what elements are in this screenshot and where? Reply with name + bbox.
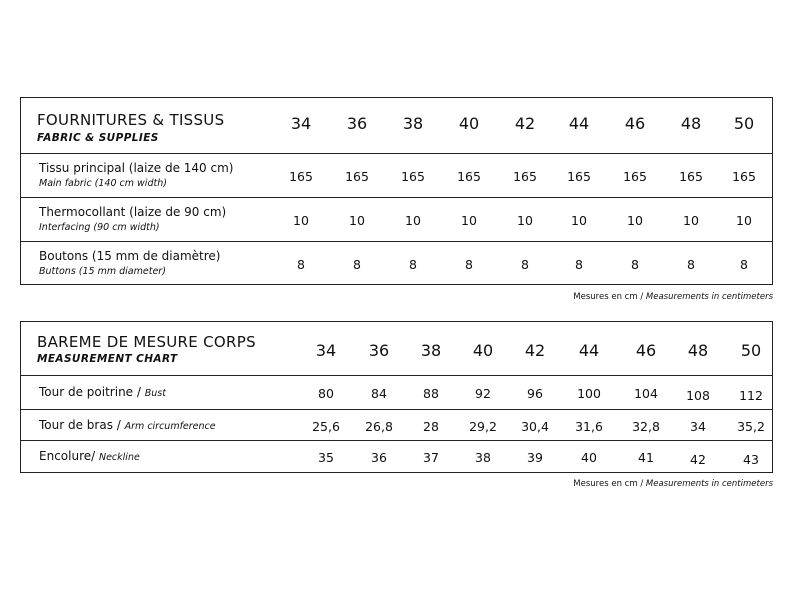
value-cell: 88 — [423, 386, 439, 401]
value-cell: 112 — [739, 388, 763, 403]
value-cell: 8 — [575, 257, 583, 272]
row-label-english: Interfacing (90 cm width) — [39, 222, 160, 233]
row-label: Tour de bras / Arm circumference — [39, 418, 216, 432]
table-row — [21, 154, 772, 198]
units-note — [573, 479, 773, 489]
value-cell: 108 — [686, 388, 710, 403]
row-label: Thermocollant (laize de 90 cm) — [39, 205, 227, 219]
row-label-english: Bust — [144, 388, 166, 399]
units-note-fr: Mesures en cm / — [573, 292, 646, 302]
units-note-fr: Mesures en cm / — [573, 479, 646, 489]
value-cell: 165 — [513, 169, 537, 184]
size-header-cell: 36 — [368, 341, 390, 360]
fabric-table-subtitle: FABRIC & SUPPLIES — [37, 132, 159, 144]
value-cell: 165 — [345, 169, 369, 184]
value-cell: 30,4 — [521, 419, 549, 434]
value-cell: 35,2 — [737, 419, 765, 434]
value-cell: 34 — [690, 419, 706, 434]
fabric-supplies-table — [20, 97, 773, 285]
value-cell: 92 — [475, 386, 491, 401]
row-label: Tour de poitrine / Bust — [39, 385, 166, 399]
measurement-table-title: BAREME DE MESURE CORPS — [37, 333, 256, 351]
value-cell: 29,2 — [469, 419, 497, 434]
value-cell: 8 — [409, 257, 417, 272]
row-label: Encolure/ Neckline — [39, 449, 140, 463]
value-cell: 8 — [631, 257, 639, 272]
row-label-english: Main fabric (140 cm width) — [39, 178, 167, 189]
row-label-english: Neckline — [98, 452, 140, 463]
value-cell: 165 — [679, 169, 703, 184]
value-cell: 40 — [581, 450, 597, 465]
units-note-en: Measurements in centimeters — [645, 292, 773, 302]
size-header-cell: 40 — [458, 114, 480, 133]
measurement-table-subtitle: MEASUREMENT CHART — [37, 353, 178, 365]
value-cell: 8 — [297, 257, 305, 272]
size-header-cell: 44 — [578, 341, 600, 360]
value-cell: 10 — [293, 213, 309, 228]
units-note-en: Measurements in centimeters — [645, 479, 773, 489]
value-cell: 165 — [289, 169, 313, 184]
value-cell: 165 — [732, 169, 756, 184]
value-cell: 10 — [571, 213, 587, 228]
value-cell: 25,6 — [312, 419, 340, 434]
value-cell: 42 — [690, 452, 706, 467]
row-label-english: Arm circumference — [124, 421, 216, 432]
value-cell: 37 — [423, 450, 439, 465]
value-cell: 43 — [743, 452, 759, 467]
size-header-cell: 42 — [514, 114, 536, 133]
table-row — [21, 376, 772, 409]
units-note — [573, 292, 773, 302]
value-cell: 35 — [318, 450, 334, 465]
value-cell: 80 — [318, 386, 334, 401]
row-label-english: Buttons (15 mm diameter) — [39, 266, 166, 277]
table-row — [21, 242, 772, 285]
size-header-cell: 46 — [624, 114, 646, 133]
size-header-cell: 50 — [740, 341, 762, 360]
value-cell: 10 — [461, 213, 477, 228]
value-cell: 104 — [634, 386, 658, 401]
size-header-cell: 48 — [687, 341, 709, 360]
value-cell: 10 — [736, 213, 752, 228]
row-label: Tissu principal (laize de 140 cm) — [39, 161, 234, 175]
value-cell: 8 — [465, 257, 473, 272]
value-cell: 165 — [567, 169, 591, 184]
size-header-cell: 36 — [346, 114, 368, 133]
value-cell: 41 — [638, 450, 654, 465]
value-cell: 10 — [405, 213, 421, 228]
value-cell: 32,8 — [632, 419, 660, 434]
size-header-cell: 38 — [420, 341, 442, 360]
size-header-cell: 44 — [568, 114, 590, 133]
value-cell: 96 — [527, 386, 543, 401]
value-cell: 10 — [517, 213, 533, 228]
value-cell: 165 — [623, 169, 647, 184]
value-cell: 8 — [353, 257, 361, 272]
table-row — [21, 410, 772, 441]
value-cell: 165 — [401, 169, 425, 184]
value-cell: 31,6 — [575, 419, 603, 434]
value-cell: 10 — [349, 213, 365, 228]
size-header-cell: 34 — [290, 114, 312, 133]
size-header-cell: 50 — [733, 114, 755, 133]
size-header-cell: 40 — [472, 341, 494, 360]
value-cell: 84 — [371, 386, 387, 401]
value-cell: 8 — [687, 257, 695, 272]
size-header-cell: 46 — [635, 341, 657, 360]
value-cell: 10 — [683, 213, 699, 228]
size-header-cell: 42 — [524, 341, 546, 360]
value-cell: 28 — [423, 419, 439, 434]
fabric-table-title: FOURNITURES & TISSUS — [37, 111, 225, 129]
row-label: Boutons (15 mm de diamètre) — [39, 249, 221, 263]
value-cell: 8 — [521, 257, 529, 272]
measurement-chart-table — [20, 321, 773, 473]
value-cell: 39 — [527, 450, 543, 465]
table-row — [21, 198, 772, 242]
value-cell: 38 — [475, 450, 491, 465]
size-header-cell: 48 — [680, 114, 702, 133]
value-cell: 100 — [577, 386, 601, 401]
value-cell: 26,8 — [365, 419, 393, 434]
value-cell: 165 — [457, 169, 481, 184]
size-header-cell: 38 — [402, 114, 424, 133]
table-row — [21, 441, 772, 473]
value-cell: 10 — [627, 213, 643, 228]
value-cell: 36 — [371, 450, 387, 465]
value-cell: 8 — [740, 257, 748, 272]
size-header-cell: 34 — [315, 341, 337, 360]
